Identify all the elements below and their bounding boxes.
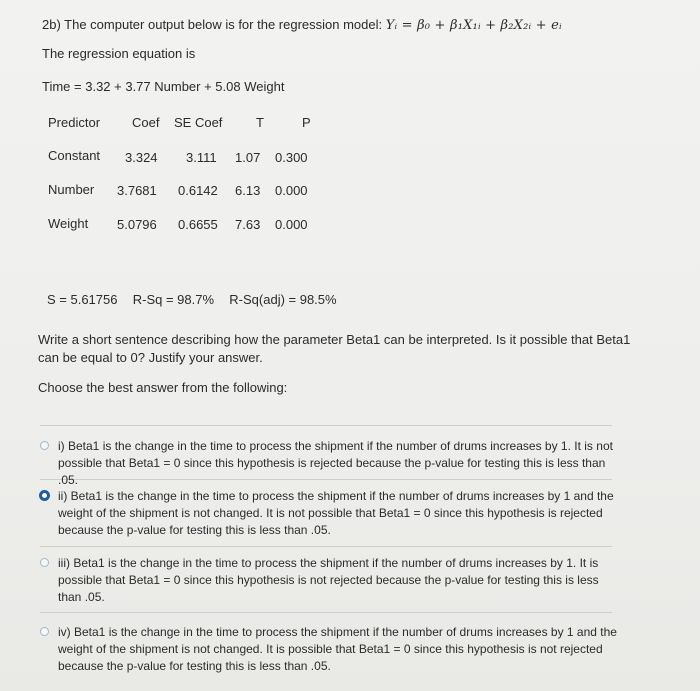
- answer-option-i[interactable]: [40, 438, 625, 487]
- choose-label: Choose the best answer from the following:: [38, 380, 288, 395]
- row-weight-p: 0.000: [275, 217, 308, 232]
- option-iii-text: iii) Beta1 is the change in the time to process the shipment if the number of drums increases by 1. It is possible that Beta1 = 0 since this hypothesis is not rejected because the p-value for testing this is less than .05.: [58, 556, 599, 604]
- radio-option-iii[interactable]: [40, 558, 49, 567]
- divider: [40, 546, 612, 547]
- question-title: [42, 17, 562, 34]
- answer-option-iv[interactable]: [40, 624, 625, 675]
- row-constant-p: 0.300: [275, 150, 308, 165]
- divider: [40, 425, 612, 426]
- stat-rsq-adj: R-Sq(adj) = 98.5%: [229, 292, 337, 307]
- option-ii-text: ii) Beta1 is the change in the time to process the shipment if the number of drums increases by 1 and the weight of the shipment is not changed. It is not possible that Beta1 = 0 since this hypothesis is rejected because the p-value for testing this is less than .05.: [58, 489, 614, 537]
- row-weight-t: 7.63: [235, 217, 261, 232]
- option-i-text: i) Beta1 is the change in the time to process the shipment if the number of drums increases by 1. It is not possible that Beta1 = 0 since this hypothesis is rejected because the p-value for testing this is less than .05.: [58, 439, 613, 487]
- radio-option-iv[interactable]: [40, 627, 49, 636]
- answer-option-ii[interactable]: [40, 488, 625, 539]
- question-prompt: Write a short sentence describing how the parameter Beta1 can be interpreted. Is it possible that Beta1 can be equal to 0? Justify your answer.: [38, 332, 631, 365]
- row-weight-predictor: Weight: [48, 216, 89, 231]
- regression-label: The regression equation is: [42, 46, 196, 61]
- header-t: T: [256, 115, 264, 130]
- stat-rsq: R-Sq = 98.7%: [132, 292, 215, 307]
- model-formula: Yᵢ = β₀ + β₁X₁ᵢ + β₂X₂ᵢ + eᵢ: [385, 18, 562, 33]
- row-constant-se: 3.111: [186, 150, 217, 165]
- row-number-t: 6.13: [235, 183, 261, 198]
- radio-option-ii-selected[interactable]: [39, 490, 50, 501]
- header-predictor: Predictor: [48, 115, 101, 130]
- row-number-coef: 3.7681: [117, 183, 157, 198]
- header-coef: Coef: [132, 115, 160, 130]
- question-intro: 2b) The computer output below is for the regression model:: [42, 17, 386, 32]
- divider: [40, 612, 612, 613]
- row-weight-se: 0.6655: [178, 217, 218, 232]
- row-weight-coef: 5.0796: [117, 217, 157, 232]
- option-iv-text: iv) Beta1 is the change in the time to process the shipment if the number of drums increases by 1 and the weight of the shipment is not changed. It is possible that Beta1 = 0 since this hypothesis is not rejected because the p-value for testing this is less than .05.: [58, 625, 617, 673]
- model-stats: [47, 292, 337, 308]
- row-constant-coef: 3.324: [125, 150, 158, 165]
- coefficient-table: [48, 115, 328, 245]
- row-number-predictor: Number: [48, 182, 95, 197]
- radio-option-i[interactable]: [40, 441, 49, 450]
- header-se-coef: SE Coef: [174, 115, 223, 130]
- answer-option-iii[interactable]: [40, 555, 625, 606]
- row-number-se: 0.6142: [178, 183, 218, 198]
- row-constant-predictor: Constant: [48, 148, 101, 163]
- row-constant-t: 1.07: [235, 150, 261, 165]
- header-p: P: [302, 115, 311, 130]
- stat-s: S = 5.61756: [47, 292, 118, 307]
- regression-equation: Time = 3.32 + 3.77 Number + 5.08 Weight: [42, 79, 285, 94]
- row-number-p: 0.000: [275, 183, 308, 198]
